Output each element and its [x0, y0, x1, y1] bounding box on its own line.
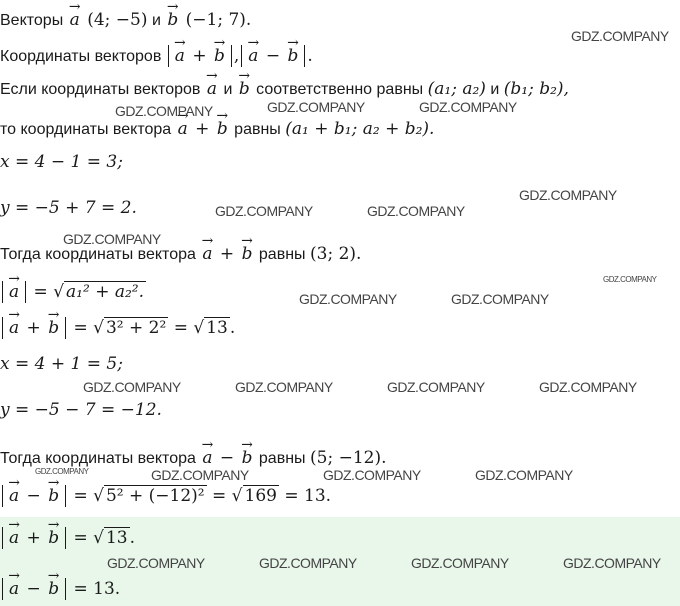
watermark: GDZ.COMPANY	[63, 231, 161, 247]
watermark: GDZ.COMPANY	[115, 103, 213, 119]
math: → a + → b	[200, 244, 254, 264]
radicand: 169	[244, 486, 277, 506]
watermark: GDZ.COMPANY	[323, 467, 421, 483]
vector-symbol: → b	[165, 8, 180, 32]
answer-diff	[0, 577, 120, 601]
vector-symbol: → b	[212, 45, 227, 67]
watermark: GDZ.COMPANY	[387, 379, 485, 395]
vector-symbol: → a	[7, 281, 21, 303]
watermark: GDZ.COMPANY	[235, 379, 333, 395]
watermark: GDZ.COMPANY	[563, 555, 661, 571]
math	[166, 46, 313, 66]
math	[237, 79, 252, 99]
text: = √	[212, 486, 243, 506]
text: .	[129, 528, 136, 548]
vector-length: → a − → b	[2, 485, 66, 507]
watermark: GDZ.COMPANY	[539, 379, 637, 395]
watermark: GDZ.COMPANY	[35, 467, 89, 476]
eq-sum-length	[0, 316, 235, 340]
vector-symbol: → b	[237, 77, 252, 101]
text: Тогда координаты вектора	[0, 450, 196, 467]
math	[205, 79, 219, 99]
text: .	[307, 46, 313, 66]
text: = √	[73, 318, 104, 338]
vector-length: → a + → b	[168, 45, 232, 67]
vector-symbol: → b	[46, 485, 61, 507]
vector-symbol: → a	[173, 45, 187, 67]
text: равны	[234, 121, 281, 138]
text: и	[490, 81, 500, 98]
text: = 13.	[284, 486, 332, 506]
text: равны	[258, 450, 306, 467]
vector-symbol: → b	[285, 45, 300, 67]
watermark: GDZ.COMPANY	[603, 275, 657, 284]
watermark: GDZ.COMPANY	[419, 99, 517, 115]
vector-symbol: → b	[46, 317, 61, 339]
vector-length: → a + → b	[2, 527, 66, 549]
text: и	[151, 12, 161, 29]
text: ,	[233, 46, 240, 66]
vector-length: → a − → b	[241, 45, 305, 67]
watermark: GDZ.COMPANY	[451, 291, 549, 307]
radicand: 13	[206, 318, 228, 338]
vector-symbol: → a	[7, 578, 21, 600]
line-rule-2	[0, 117, 434, 142]
vector-symbol: → b	[240, 446, 255, 470]
eq-x1: x = 4 − 1 = 3;	[0, 152, 123, 172]
radicand: 3² + 2²	[105, 318, 167, 338]
math	[68, 10, 148, 30]
eq-diff-length	[0, 484, 331, 508]
a-coords: (4; −5)	[87, 10, 148, 30]
vector-symbol: → a	[68, 8, 82, 32]
coords: (3; 2).	[310, 244, 362, 264]
vector-length: → a + → b	[2, 317, 66, 339]
watermark: GDZ.COMPANY	[83, 379, 181, 395]
watermark: GDZ.COMPANY	[215, 203, 313, 219]
math: → a + → b	[176, 119, 230, 139]
text: = 13.	[73, 579, 121, 599]
text: = √	[73, 528, 104, 548]
eq-y1: y = −5 + 7 = 2.	[0, 198, 137, 218]
answer-sum	[0, 526, 135, 550]
eq-y2: y = −5 − 7 = −12.	[0, 400, 162, 420]
math	[165, 10, 251, 30]
text: = √	[33, 282, 65, 302]
watermark: GDZ.COMPANY	[267, 99, 365, 115]
eq-x2: x = 4 + 1 = 5;	[0, 354, 123, 374]
text: Тогда координаты вектора	[0, 246, 196, 263]
watermark: GDZ.COMPANY	[367, 203, 465, 219]
b-coords: (−1; 7).	[185, 10, 252, 30]
vector-symbol: → a	[200, 242, 214, 266]
coords: (a₁ + b₁; a₂ + b₂).	[285, 119, 435, 139]
vector-length: → a − → b	[2, 578, 66, 600]
vector-symbol: → a	[246, 45, 260, 67]
text: соответственно равны	[256, 81, 424, 98]
text: Векторы	[0, 12, 64, 29]
text: и	[223, 81, 233, 98]
radicand: 5² + (−12)²	[105, 486, 205, 506]
math: → a − → b	[200, 448, 254, 468]
text: равны	[258, 246, 306, 263]
watermark: GDZ.COMPANY	[107, 555, 205, 571]
watermark: GDZ.COMPANY	[411, 555, 509, 571]
watermark: GDZ.COMPANY	[259, 555, 357, 571]
text: = √	[73, 486, 104, 506]
line-vectors	[0, 8, 251, 33]
eq-length-formula	[0, 280, 146, 304]
coords: (a₁; a₂)	[427, 79, 486, 99]
radicand: 13	[105, 528, 128, 548]
watermark: GDZ.COMPANY	[299, 291, 397, 307]
text: то координаты вектора	[0, 121, 172, 138]
coords: (b₁; b₂),	[503, 79, 569, 99]
watermark: GDZ.COMPANY	[151, 467, 249, 483]
vector-symbol: → a	[205, 77, 219, 101]
watermark: GDZ.COMPANY	[475, 467, 573, 483]
vector-symbol: → b	[215, 117, 230, 141]
coords: (5; −12).	[310, 448, 387, 468]
vector-symbol: → a	[176, 117, 190, 141]
vector-symbol: → b	[240, 242, 255, 266]
text: .	[229, 318, 236, 338]
vector-symbol: → a	[7, 527, 21, 549]
vector-symbol: → b	[46, 578, 61, 600]
vector-symbol: → a	[200, 446, 214, 470]
text: = √	[173, 318, 205, 338]
line-task	[0, 44, 313, 69]
text: Координаты векторов	[0, 48, 162, 65]
vector-length	[2, 281, 26, 303]
line-sum-coords	[0, 242, 361, 267]
watermark: GDZ.COMPANY	[571, 28, 669, 44]
vector-symbol: → a	[7, 485, 21, 507]
text: Если координаты векторов	[0, 81, 201, 98]
vector-symbol: → b	[46, 527, 61, 549]
radicand: a₁² + a₂².	[66, 282, 145, 302]
watermark: GDZ.COMPANY	[519, 187, 617, 203]
vector-symbol: → a	[7, 317, 21, 339]
